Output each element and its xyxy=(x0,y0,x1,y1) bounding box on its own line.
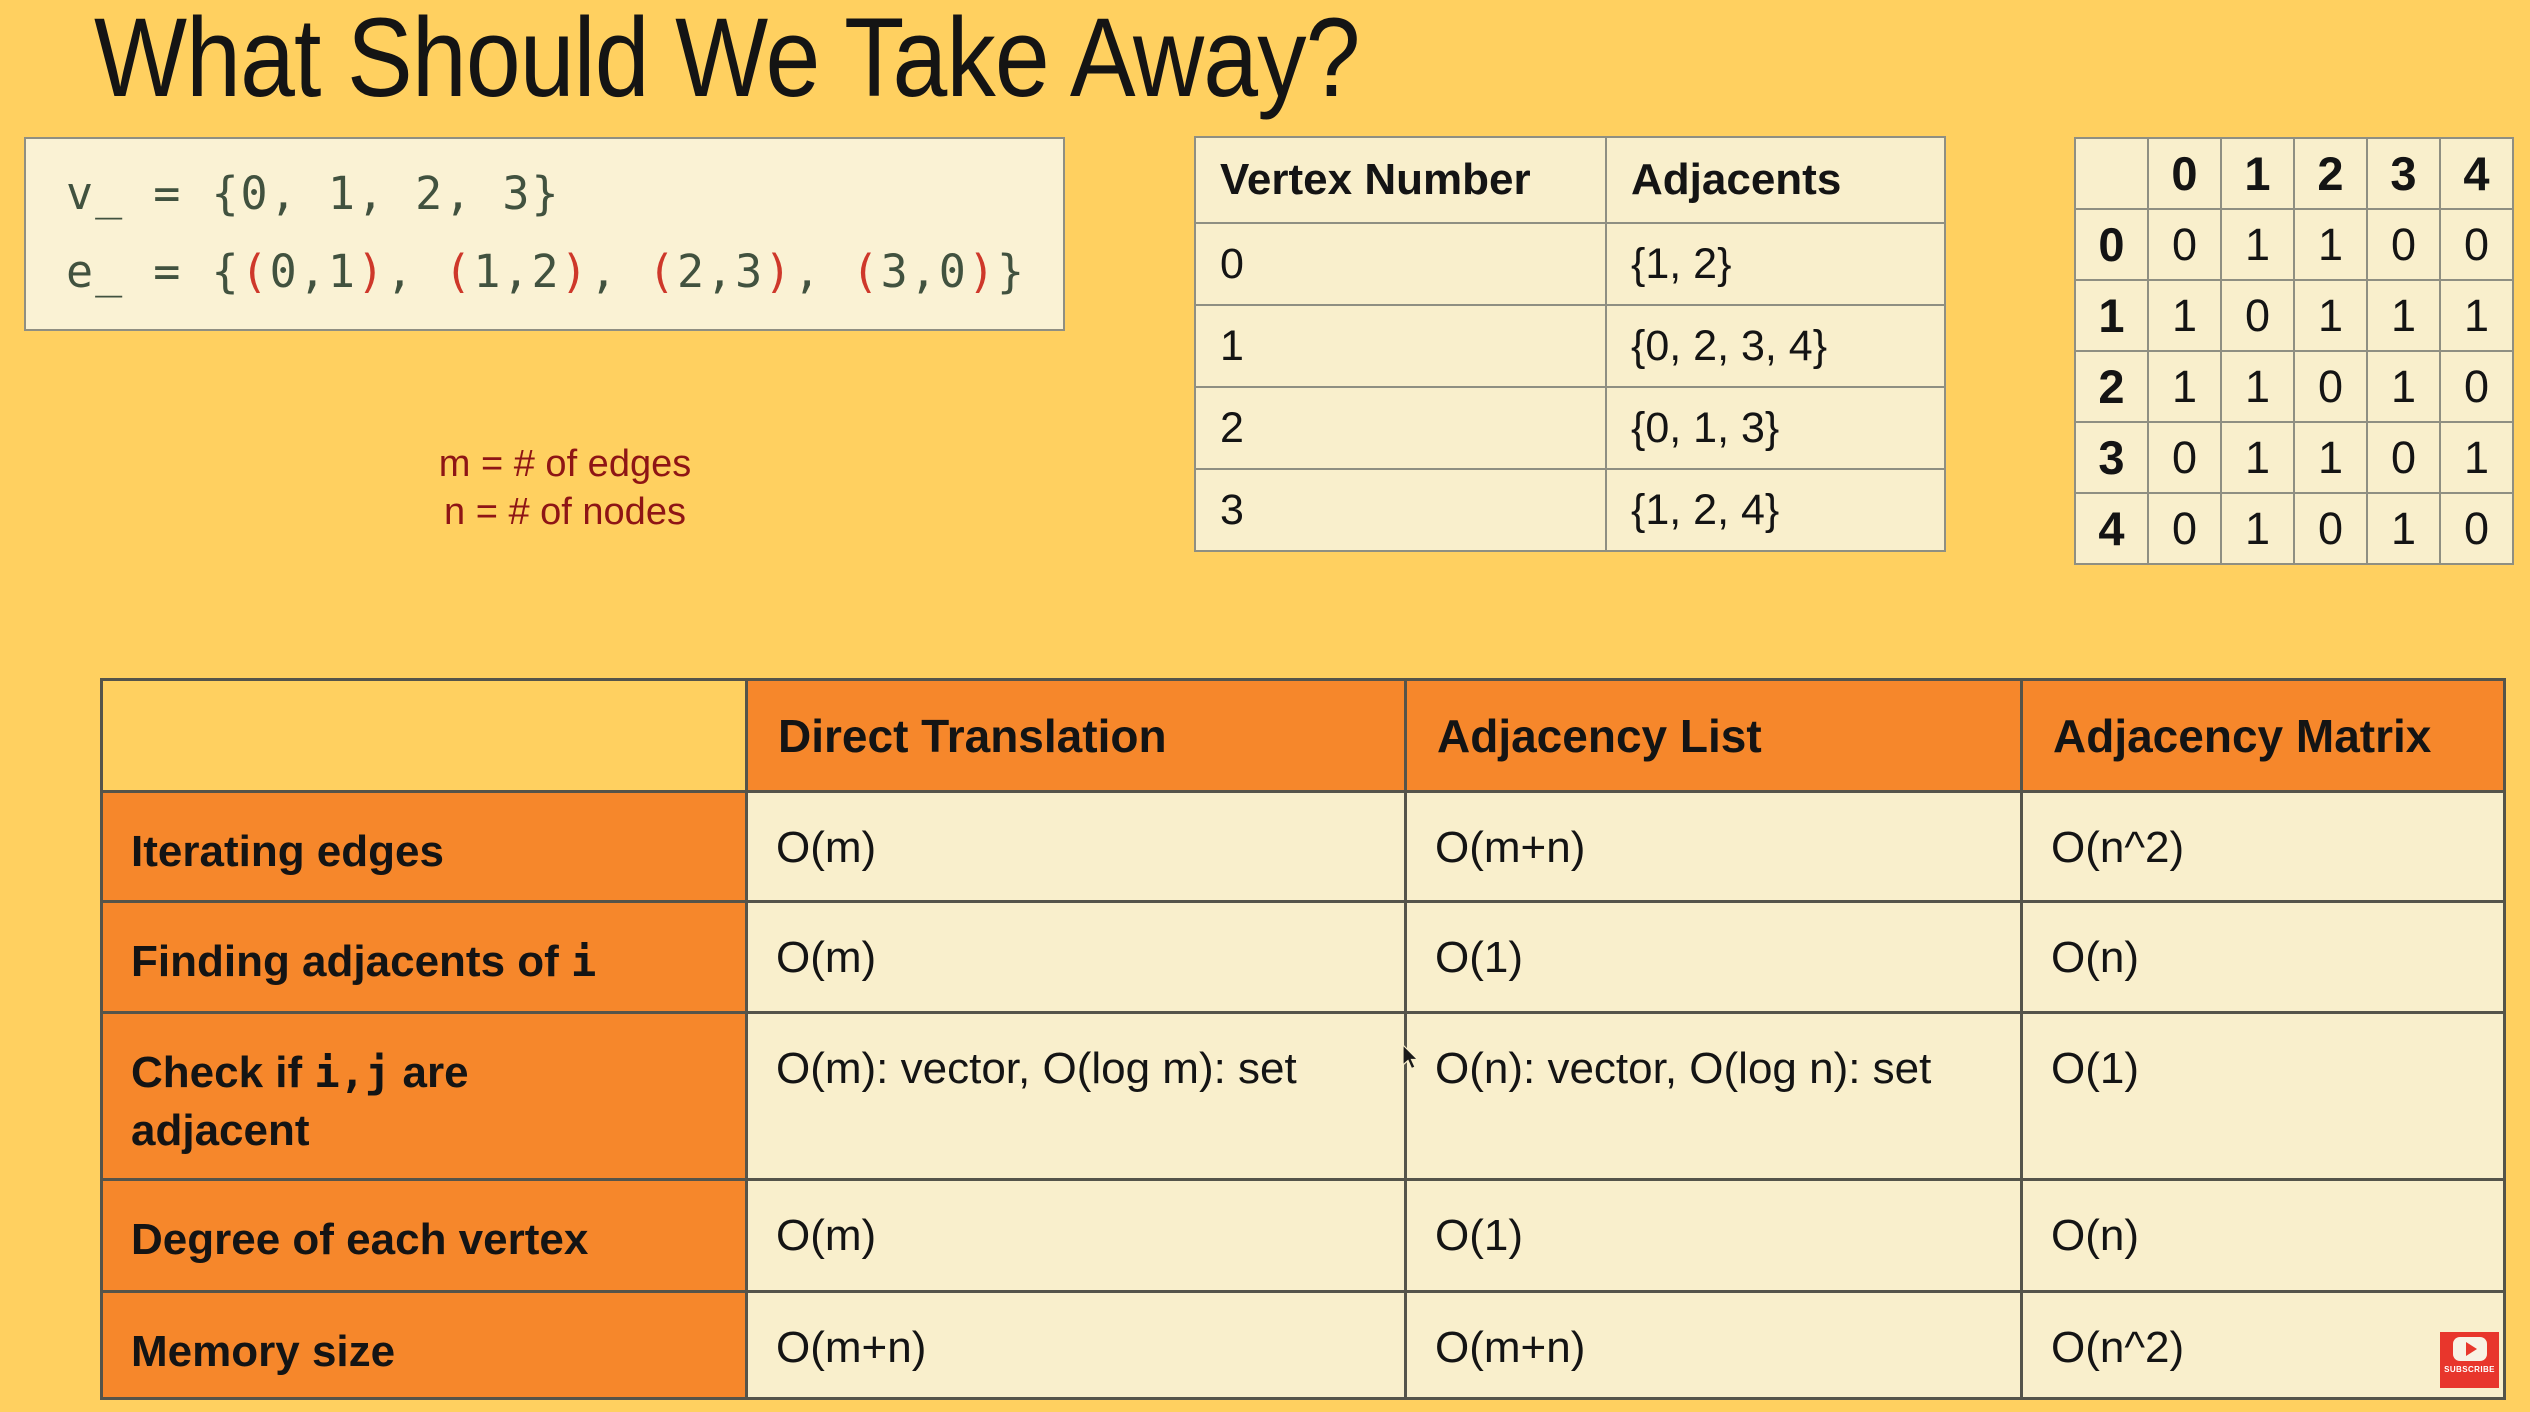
cmp-value-cell: O(m) xyxy=(747,902,1406,1013)
matrix-cell: 0 xyxy=(2294,351,2367,422)
variable-legend xyxy=(398,440,732,536)
matrix-header-row xyxy=(2075,138,2513,209)
matrix-cell: 1 xyxy=(2367,351,2440,422)
label-text: Degree of each vertex xyxy=(131,1215,589,1264)
matrix-cell: 0 xyxy=(2440,493,2513,564)
matrix-col-header: 4 xyxy=(2440,138,2513,209)
matrix-cell: 1 xyxy=(2294,209,2367,280)
code-token: v_ = {0, 1, 2, 3} xyxy=(66,167,561,220)
cmp-row-label xyxy=(102,1180,747,1292)
cmp-header-row xyxy=(102,680,2505,792)
matrix-row-header: 1 xyxy=(2075,280,2148,351)
matrix-row xyxy=(2075,351,2513,422)
label-text: Memory size xyxy=(131,1327,396,1376)
complexity-comparison-table xyxy=(100,678,2506,1400)
matrix-cell: 1 xyxy=(2440,422,2513,493)
code-token: ( xyxy=(444,245,474,298)
code-token: 2,3 xyxy=(676,245,765,298)
matrix-cell: 1 xyxy=(2148,280,2221,351)
cmp-row xyxy=(102,792,2505,902)
cmp-value-cell: O(n) xyxy=(2022,1180,2505,1292)
code-line-edges xyxy=(66,233,1063,311)
matrix-row xyxy=(2075,422,2513,493)
cmp-row-label xyxy=(102,1013,747,1180)
cmp-row-label xyxy=(102,792,747,902)
mouse-cursor-icon xyxy=(1400,1044,1424,1072)
matrix-col-header: 2 xyxy=(2294,138,2367,209)
cmp-value-cell: O(m+n) xyxy=(747,1292,1406,1399)
table-row xyxy=(1195,305,1945,387)
matrix-row xyxy=(2075,280,2513,351)
code-line-vertices xyxy=(66,155,1063,233)
code-token: ) xyxy=(356,245,387,298)
cmp-corner-cell xyxy=(102,680,747,792)
matrix-cell: 1 xyxy=(2221,493,2294,564)
cmp-row xyxy=(102,1013,2505,1180)
cmp-column-header: Direct Translation xyxy=(747,680,1406,792)
cmp-value-cell: O(n^2) xyxy=(2022,792,2505,902)
matrix-col-header: 0 xyxy=(2148,138,2221,209)
matrix-row xyxy=(2075,493,2513,564)
cmp-value-cell: O(1) xyxy=(1406,1180,2022,1292)
code-token: , xyxy=(386,245,445,298)
table-cell: {1, 2} xyxy=(1606,223,1945,305)
code-token: 0,1 xyxy=(269,245,357,298)
matrix-row-header: 3 xyxy=(2075,422,2148,493)
code-token: 3,0 xyxy=(880,245,968,298)
matrix-row-header: 0 xyxy=(2075,209,2148,280)
matrix-cell: 0 xyxy=(2148,493,2221,564)
cmp-value-cell: O(1) xyxy=(1406,902,2022,1013)
table-cell: {0, 1, 3} xyxy=(1606,387,1945,469)
matrix-cell: 0 xyxy=(2148,422,2221,493)
cmp-value-cell: O(m): vector, O(log m): set xyxy=(747,1013,1406,1180)
cmp-column-header: Adjacency Matrix xyxy=(2022,680,2505,792)
label-text: are xyxy=(390,1048,469,1097)
youtube-play-icon xyxy=(2453,1337,2487,1361)
cmp-value-cell: O(m) xyxy=(747,792,1406,902)
code-token: 1,2 xyxy=(473,245,561,298)
code-token: ( xyxy=(647,245,677,298)
code-identifier: i,j xyxy=(314,1048,391,1097)
matrix-cell: 1 xyxy=(2221,209,2294,280)
cmp-column-header: Adjacency List xyxy=(1406,680,2022,792)
table-row xyxy=(1195,469,1945,551)
code-token: ) xyxy=(967,245,997,298)
cmp-value-cell: O(m) xyxy=(747,1180,1406,1292)
cmp-value-cell: O(n): vector, O(log n): set xyxy=(1406,1013,2022,1180)
subscribe-label: SUBSCRIBE xyxy=(2444,1365,2495,1374)
code-token: ( xyxy=(240,245,270,298)
adjacency-matrix-table xyxy=(2074,137,2514,565)
cmp-row-label xyxy=(102,902,747,1013)
cmp-value-cell: O(1) xyxy=(2022,1013,2505,1180)
code-token: ( xyxy=(851,245,881,298)
matrix-cell: 0 xyxy=(2367,422,2440,493)
code-token: e_ = { xyxy=(66,245,241,298)
table-row xyxy=(1195,387,1945,469)
code-token: ) xyxy=(560,245,590,298)
column-header: Vertex Number xyxy=(1195,137,1606,223)
label-text: Finding adjacents of xyxy=(131,937,572,986)
matrix-cell: 0 xyxy=(2148,209,2221,280)
code-identifier: i xyxy=(571,937,597,986)
code-token: , xyxy=(589,245,648,298)
table-cell: {0, 2, 3, 4} xyxy=(1606,305,1945,387)
table-header-row xyxy=(1195,137,1945,223)
code-token: } xyxy=(997,245,1027,298)
matrix-cell: 0 xyxy=(2221,280,2294,351)
matrix-cell: 0 xyxy=(2367,209,2440,280)
cmp-value-cell: O(m+n) xyxy=(1406,792,2022,902)
matrix-cell: 1 xyxy=(2294,422,2367,493)
table-cell: 3 xyxy=(1195,469,1606,551)
page-title: What Should We Take Away? xyxy=(94,0,1360,120)
matrix-col-header: 1 xyxy=(2221,138,2294,209)
graph-definition-code-box xyxy=(24,137,1065,331)
table-cell: 0 xyxy=(1195,223,1606,305)
matrix-row xyxy=(2075,209,2513,280)
note-edges: m = # of edges xyxy=(438,443,692,485)
cmp-value-cell: O(m+n) xyxy=(1406,1292,2022,1399)
play-triangle-icon xyxy=(2466,1342,2477,1356)
adjacency-list-table xyxy=(1194,136,1946,552)
note-nodes: n = # of nodes xyxy=(444,491,686,533)
cmp-value-cell: O(n) xyxy=(2022,902,2505,1013)
matrix-cell: 1 xyxy=(2221,422,2294,493)
cmp-value-cell: O(n^2) xyxy=(2022,1292,2505,1399)
matrix-row-header: 4 xyxy=(2075,493,2148,564)
code-token: ) xyxy=(764,245,794,298)
cmp-row xyxy=(102,1292,2505,1399)
matrix-cell: 0 xyxy=(2440,351,2513,422)
table-cell: 1 xyxy=(1195,305,1606,387)
table-row xyxy=(1195,223,1945,305)
table-cell: {1, 2, 4} xyxy=(1606,469,1945,551)
label-text: Check if xyxy=(131,1048,315,1097)
cmp-row-label xyxy=(102,1292,747,1399)
cmp-row xyxy=(102,1180,2505,1292)
matrix-cell: 1 xyxy=(2294,280,2367,351)
matrix-cell: 1 xyxy=(2440,280,2513,351)
column-header: Adjacents xyxy=(1606,137,1945,223)
matrix-row-header: 2 xyxy=(2075,351,2148,422)
label-text: Iterating edges xyxy=(131,827,444,876)
matrix-cell: 0 xyxy=(2440,209,2513,280)
code-token: , xyxy=(793,245,852,298)
table-cell: 2 xyxy=(1195,387,1606,469)
matrix-cell: 1 xyxy=(2367,493,2440,564)
matrix-cell: 1 xyxy=(2367,280,2440,351)
cmp-row xyxy=(102,902,2505,1013)
subscribe-button[interactable] xyxy=(2440,1332,2499,1388)
matrix-corner-cell xyxy=(2075,138,2148,209)
label-text: adjacent xyxy=(131,1106,310,1155)
matrix-col-header: 3 xyxy=(2367,138,2440,209)
matrix-cell: 1 xyxy=(2221,351,2294,422)
matrix-cell: 1 xyxy=(2148,351,2221,422)
matrix-cell: 0 xyxy=(2294,493,2367,564)
